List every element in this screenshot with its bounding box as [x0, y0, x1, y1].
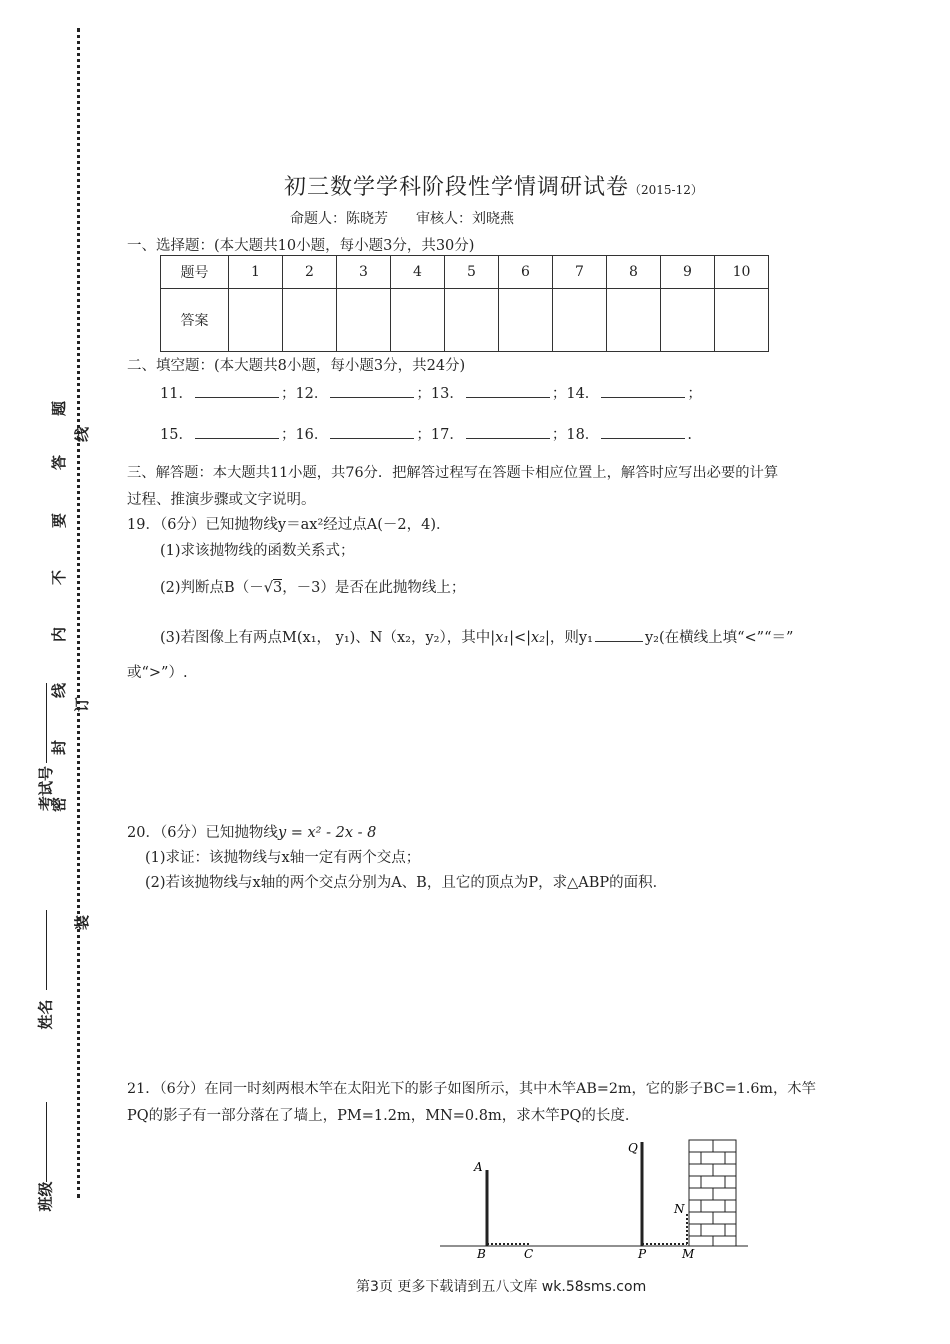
- answer-cell[interactable]: [391, 289, 445, 352]
- fill-item-label: .: [687, 427, 692, 443]
- q19-part1: (1)求该抛物线的函数关系式；: [160, 543, 355, 559]
- label-p: P: [638, 1247, 647, 1261]
- fill-item-label: ；17．: [416, 427, 464, 443]
- seal-char-8: 密: [50, 796, 69, 813]
- section3-heading-l1: 三、解答题：本大题共11小题，共76分．把解答过程写在答题卡相应位置上，解答时应写出必要的计算: [127, 465, 779, 481]
- sqrt-symbol: √3: [263, 580, 283, 596]
- table-header-label: 题号: [161, 256, 229, 289]
- answer-cell[interactable]: [337, 289, 391, 352]
- seal-char-7: 封: [50, 739, 69, 756]
- answer-cell[interactable]: [445, 289, 499, 352]
- fill-item-label: ；13．: [416, 386, 464, 402]
- q19-compare-blank[interactable]: [595, 629, 643, 642]
- class-label: 班级: [36, 1181, 55, 1212]
- question-number: 2: [283, 256, 337, 289]
- blank-15[interactable]: [195, 426, 279, 439]
- section1-heading: 一、选择题：(本大题共10小题，每小题3分，共30分): [127, 238, 475, 254]
- seal-char-2: 答: [50, 454, 69, 471]
- question-number: 6: [499, 256, 553, 289]
- answer-cell[interactable]: [715, 289, 769, 352]
- question-number: 4: [391, 256, 445, 289]
- label-n: N: [674, 1202, 685, 1216]
- q20-stem: 20．（6分）已知抛物线y = x² - 2x - 8: [127, 825, 377, 841]
- blank-13[interactable]: [466, 385, 550, 398]
- fill-item-label: ；: [687, 386, 702, 402]
- answer-cell[interactable]: [661, 289, 715, 352]
- q19-part3: (3)若图像上有两点M(x₁， y₁)、N（x₂，y₂），其中|x₁|<|x₂|，则y₁ y₂(在横线上填“<”“＝”: [160, 630, 794, 646]
- seal-char-4: 不: [50, 569, 69, 586]
- q19-part2: (2)判断点B（－√3，－3）是否在此抛物线上；: [160, 580, 466, 596]
- question-number: 9: [661, 256, 715, 289]
- section2-heading: 二、填空题：(本大题共8小题，每小题3分，共24分): [127, 358, 466, 374]
- question-number: 3: [337, 256, 391, 289]
- question-number: 10: [715, 256, 769, 289]
- label-c: C: [524, 1247, 534, 1261]
- exam-no-field[interactable]: [46, 683, 47, 763]
- answer-cell[interactable]: [229, 289, 283, 352]
- brick-wall: [689, 1140, 736, 1246]
- fill-item-label: ；16．: [280, 427, 329, 443]
- seal-char-1: 题: [50, 400, 69, 417]
- label-a: A: [474, 1160, 483, 1174]
- seal-line-char: 线: [73, 426, 92, 443]
- label-m: M: [682, 1247, 695, 1261]
- seal-char-3: 要: [50, 512, 69, 529]
- abs-inequality: |x₁|<|x₂|: [490, 630, 550, 646]
- answer-table: [160, 255, 769, 352]
- question-number: 8: [607, 256, 661, 289]
- authors: 命题人：陈晓芳 审核人：刘晓燕: [290, 211, 514, 227]
- fill-blank-row-2: [160, 423, 692, 444]
- shadow-figure: [430, 1130, 760, 1265]
- question-number: 5: [445, 256, 499, 289]
- q20-equation: y = x² - 2x - 8: [277, 825, 377, 841]
- fill-item-label: 11．: [160, 386, 193, 402]
- title-date: （2015-12）: [629, 183, 703, 197]
- fill-blank-row-1: [160, 382, 702, 403]
- blank-14[interactable]: [601, 385, 685, 398]
- section3-heading-l2: 过程、推演步骤或文字说明。: [127, 492, 316, 508]
- q19-part3-cont: 或“>”）.: [127, 665, 188, 681]
- fill-item-label: ；14．: [551, 386, 600, 402]
- label-q: Q: [628, 1141, 638, 1155]
- answer-cell[interactable]: [283, 289, 337, 352]
- exam-no-label: 考试号: [37, 765, 56, 812]
- answer-cell[interactable]: [499, 289, 553, 352]
- q21-stem-l1: 21．（6分）在同一时刻两根木竿在太阳光下的影子如图所示，其中木竿AB=2m，它的影子BC=1.6m，木竿: [127, 1081, 816, 1097]
- binding-dotted-line: [77, 28, 80, 1198]
- q21-stem-l2: PQ的影子有一部分落在了墙上，PM=1.2m，MN=0.8m，求木竿PQ的长度．: [127, 1108, 640, 1124]
- blank-12[interactable]: [330, 385, 414, 398]
- fill-item-label: ；18．: [551, 427, 600, 443]
- blank-17[interactable]: [466, 426, 550, 439]
- label-b: B: [477, 1247, 486, 1261]
- page-title: 初三数学学科阶段性学情调研试卷（2015-12）: [284, 175, 703, 200]
- fill-item-label: 15．: [160, 427, 193, 443]
- q20-part2: (2)若该抛物线与x轴的两个交点分别为A、B，且它的顶点为P，求△ABP的面积．: [145, 875, 668, 891]
- q19-stem: 19．（6分）已知抛物线y＝ax²经过点A(－2，4)．: [127, 517, 451, 533]
- blank-16[interactable]: [330, 426, 414, 439]
- fill-item-label: ；12．: [280, 386, 329, 402]
- answer-cell[interactable]: [553, 289, 607, 352]
- name-field[interactable]: [46, 910, 47, 990]
- ding-char: 订: [73, 696, 92, 713]
- name-label: 姓名: [36, 999, 55, 1030]
- blank-11[interactable]: [195, 385, 279, 398]
- class-field[interactable]: [46, 1102, 47, 1182]
- question-number: 7: [553, 256, 607, 289]
- blank-18[interactable]: [601, 426, 685, 439]
- page-footer: 第3页 更多下载请到五八文库 wk.58sms.com: [356, 1279, 647, 1295]
- seal-char-5: 内: [50, 626, 69, 643]
- answer-cell[interactable]: [607, 289, 661, 352]
- question-number: 1: [229, 256, 283, 289]
- seal-char-9: 装: [73, 914, 92, 931]
- seal-char-6: 线: [50, 682, 69, 699]
- q20-part1: (1)求证：该抛物线与x轴一定有两个交点；: [145, 850, 421, 866]
- answer-row-label: 答案: [161, 289, 229, 352]
